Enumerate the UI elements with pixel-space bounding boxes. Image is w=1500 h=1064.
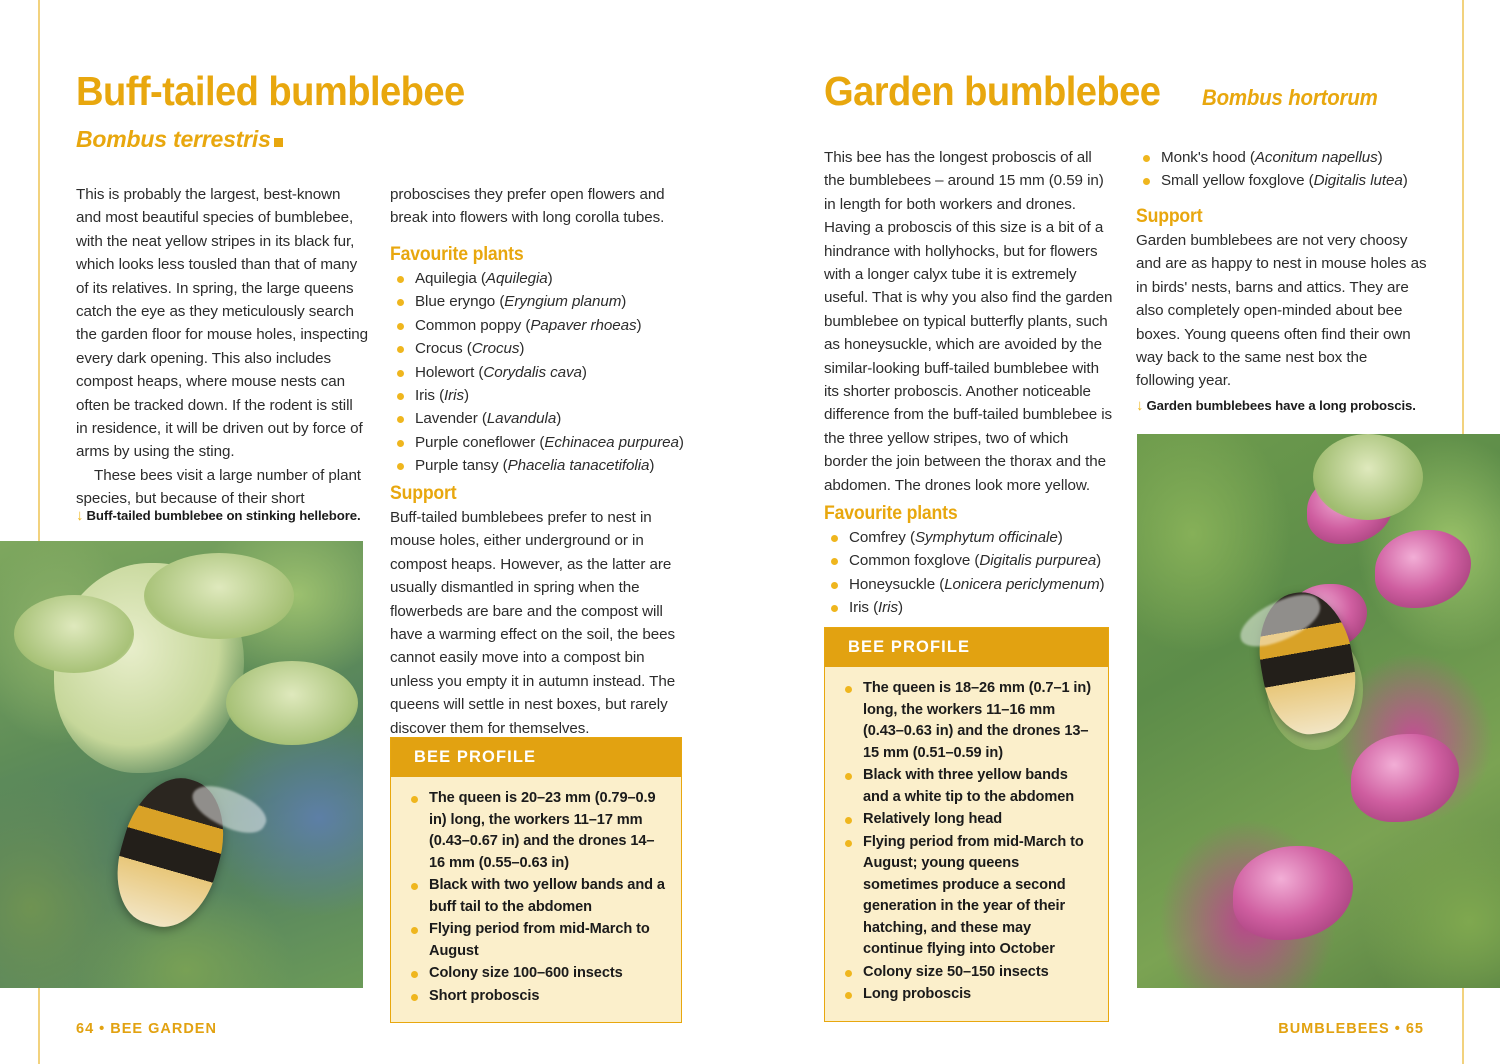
plant-latin-name: Echinacea purpurea [544,433,679,451]
plant-list-item [390,361,690,384]
plant-list-item [390,384,690,407]
right-col2-plants-continued [1136,146,1436,193]
plant-common-name: Aquilegia ( [415,270,486,287]
left-page-footer: 64 • BEE GARDEN [76,1021,217,1037]
bee-profile-item: Flying period from mid-March to August [403,919,667,962]
plant-latin-name: Iris [878,599,898,617]
plant-paren-close: ) [897,599,903,617]
right-favourite-plants-list-continued [1136,146,1436,193]
plant-paren-close: ) [678,433,684,451]
bee-profile-item: Colony size 50–150 insects [837,962,1094,984]
left-favourite-plants-list [390,267,690,478]
plant-common-name: Crocus ( [415,340,472,358]
plant-latin-name: Lavandula [486,410,557,428]
plant-common-name: Lavender ( [415,410,487,428]
left-col1-paragraph-1: This is probably the largest, best-known and most beautiful species of bumblebee, with the neat yellow stripes in its black fur, which looks less tousled than that of many of its relatives. In spring, the large queens catch the eye as they meticulously search the garden floor for mouse holes, inspecting every dark opening. This also includes compost heaps, where mouse nests can often be tracked down. If the rodent is still in residence, it will be driven out by force of arms by using the sting. [76,186,368,461]
left-page-title-text: Buff-tailed bumblebee [76,68,465,114]
plant-latin-name: Corydalis cava [483,363,582,381]
plant-common-name: Monk's hood ( [1161,149,1255,166]
bee-profile-item: Black with three yellow bands and a white tip to the abdomen [837,765,1094,808]
plant-common-name: Common poppy ( [415,316,531,334]
right-support-heading: Support [1136,206,1203,227]
left-col1-paragraph-2: These bees visit a large number of plant species, but because of their short [76,466,361,508]
left-support-heading: Support [390,483,457,504]
left-col2-intro-text: proboscises they prefer open flowers and break into flowers with long corolla tubes. [390,186,665,227]
left-photo-caption-text: Buff-tailed bumblebee on stinking hellebore. [86,508,361,523]
plant-list-item [1136,169,1436,192]
plant-common-name: Small yellow foxglove ( [1161,172,1314,190]
plant-common-name: Purple tansy ( [415,457,508,475]
left-col1-body [76,183,368,511]
plant-common-name: Common foxglove ( [849,552,980,570]
left-page-latin-name [76,126,283,153]
left-page-latin-text: Bombus terrestris [76,126,271,152]
left-bee-profile-list [391,777,681,1022]
right-page-footer: BUMBLEBEES • 65 [1278,1021,1424,1037]
plant-list-item [390,314,690,337]
right-col1-paragraph-1: This bee has the longest proboscis of all the bumblebees – around 15 mm (0.59 in) in length for both workers and drones. Having a proboscis of this size is a bit of a hindrance with hollyhocks, but for flowers with a longer calyx tube it is extremely useful. That is why you also find the garden bumblebee on typical butterfly plants, such as honeysuckle, which are avoided by the similar-looking buff-tailed bumblebee with its shorter proboscis. Another noticeable difference from the buff-tailed bumblebee is the three yellow stripes, two of which border the join between the thorax and the abdomen. The drones look more yellow. [824,149,1113,494]
plant-paren-close: ) [1377,149,1383,166]
plant-latin-name: Lonicera periclymenum [944,575,1100,593]
right-favourite-plants-list [824,526,1124,620]
plant-list-item [1136,146,1436,169]
right-support-section [1136,206,1428,393]
dead-nettle-bloom-5 [1233,846,1353,940]
left-bee-profile-box [390,737,682,1023]
bee-profile-item: Long proboscis [837,984,1094,1006]
left-support-section [390,483,682,740]
right-favourite-plants-section [824,503,1124,620]
arrow-down-icon: ↓ [1136,397,1144,414]
plant-latin-name: Digitalis lutea [1313,172,1403,190]
plant-common-name: Blue eryngo ( [415,293,505,311]
photo-garden-bumblebee-on-dead-nettle [1137,434,1500,988]
plant-list-item [824,549,1124,572]
plant-common-name: Iris ( [849,599,879,617]
right-page-title-text: Garden bumblebee [824,68,1161,114]
plant-list-item [824,573,1124,596]
plant-latin-name: Digitalis purpurea [979,552,1097,570]
arrow-down-icon: ↓ [76,507,84,524]
hellebore-bract-1 [14,595,134,673]
right-photo-caption-text: Garden bumblebees have a long proboscis. [1146,398,1416,413]
plant-list-item [390,337,690,360]
plant-latin-name: Aconitum napellus [1254,149,1378,166]
left-photo-caption [76,507,361,525]
bee-profile-item: The queen is 20–23 mm (0.79–0.9 in) long, the workers 11–17 mm (0.43–0.67 in) and the drones 14–16 mm (0.55–0.63 in) [403,788,667,874]
plant-paren-close: ) [1057,529,1063,546]
plant-paren-close: ) [556,410,562,428]
plant-list-item [824,526,1124,549]
plant-paren-close: ) [581,363,587,381]
right-photo-caption [1136,397,1416,415]
left-bee-profile-heading: BEE PROFILE [391,738,681,777]
right-col1-body [824,146,1115,497]
plant-paren-close: ) [1402,172,1408,190]
plant-list-item [390,431,690,454]
hellebore-bract-3 [226,661,358,745]
right-page-latin-text: Bombus hortorum [1201,85,1378,110]
plant-common-name: Holewort ( [415,363,484,381]
bee-profile-item: Relatively long head [837,809,1094,831]
dead-nettle-bloom-4 [1351,734,1459,822]
plant-latin-name: Aquilegia [485,270,548,287]
plant-paren-close: ) [636,316,642,334]
left-col2-intro [390,183,682,230]
right-page-title [824,70,1391,113]
bee-profile-item: Colony size 100–600 insects [403,963,667,985]
plant-paren-close: ) [547,270,553,287]
plant-list-item [390,267,690,290]
bee-profile-item: Flying period from mid-March to August; young queens sometimes produce a second generation in the year of their hatching, and these may continue flying into October [837,832,1094,961]
plant-latin-name: Phacelia tanacetifolia [507,457,650,475]
plant-common-name: Comfrey ( [849,529,915,546]
right-bee-profile-list [825,667,1108,1021]
bee-profile-item: Black with two yellow bands and a buff tail to the abdomen [403,875,667,918]
plant-list-item [390,454,690,477]
right-support-text: Garden bumblebees are not very choosy and are as happy to nest in mouse holes as in birds' nests, barns and attics. They are also completely open-minded about bee boxes. Young queens often find their own way back to the same nest box the following year. [1136,232,1427,390]
plant-list-item [390,290,690,313]
left-favourite-plants-section [390,244,690,478]
plant-common-name: Honeysuckle ( [849,575,945,593]
right-bee-profile-heading: BEE PROFILE [825,628,1108,667]
right-bee-profile-box [824,627,1109,1022]
left-favourite-plants-heading: Favourite plants [390,244,524,265]
plant-common-name: Purple coneflower ( [415,433,545,451]
plant-paren-close: ) [649,457,655,475]
plant-paren-close: ) [1096,552,1102,570]
left-support-text: Buff-tailed bumblebees prefer to nest in mouse holes, either underground or in compost heaps. However, as the latter are usually dismantled in spring when the flowerbeds are bare and the compost will have a warming effect on the soil, the bees cannot easily move into a compost bin unless you empty it in autumn instead. The queens will settle in nest boxes, but rarely discover them for themselves. [390,509,676,737]
hellebore-bract-2 [144,553,294,639]
left-page-title [76,70,676,113]
plant-latin-name: Crocus [471,340,520,358]
bee-profile-item: The queen is 18–26 mm (0.7–1 in) long, the workers 11–16 mm (0.43–0.63 in) and the drones 13–15 mm (0.51–0.59 in) [837,678,1094,764]
square-marker-icon [274,138,283,147]
right-favourite-plants-heading: Favourite plants [824,503,958,524]
plant-list-item [390,407,690,430]
plant-paren-close: ) [621,293,627,311]
plant-latin-name: Papaver rhoeas [530,316,637,334]
dead-nettle-bloom-2 [1375,530,1471,608]
plant-common-name: Iris ( [415,387,445,405]
bee-profile-item: Short proboscis [403,986,667,1008]
plant-paren-close: ) [1099,575,1105,593]
plant-paren-close: ) [463,387,469,405]
dead-nettle-leaf-1 [1313,434,1423,520]
plant-paren-close: ) [519,340,525,358]
plant-latin-name: Eryngium planum [504,293,622,311]
plant-latin-name: Symphytum officinale [914,529,1058,546]
plant-latin-name: Iris [444,387,464,405]
plant-list-item [824,596,1124,619]
photo-buff-tailed-bumblebee-on-hellebore [0,541,363,988]
